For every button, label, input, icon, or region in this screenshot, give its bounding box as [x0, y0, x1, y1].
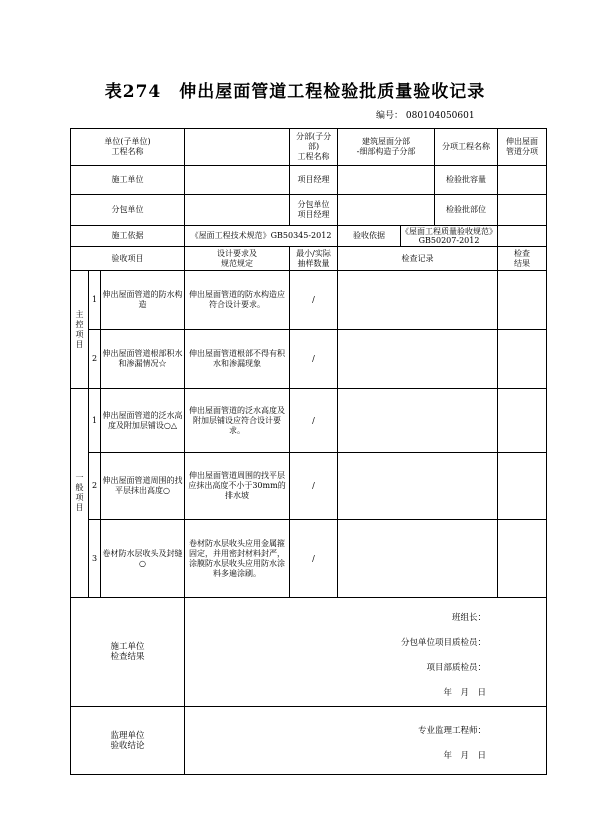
subcontractor-value[interactable]	[185, 195, 290, 226]
col-header-design: 设计要求及 规范规定	[185, 247, 290, 271]
project-manager-label: 项目经理	[290, 166, 338, 195]
item-sample: /	[290, 453, 338, 520]
item-check-record[interactable]	[338, 330, 498, 389]
general-group-label: 一 般 项 目	[71, 389, 89, 598]
division-name-value: 建筑屋面分部 -细部构造子分部	[356, 137, 416, 156]
construction-basis-value: 《屋面工程技术规范》GB50345-2012	[185, 226, 338, 247]
item-requirement: 伸出屋面管道根部不得有积水和渗漏现象	[185, 330, 290, 389]
supervision-signatures[interactable]	[185, 707, 547, 775]
item-name: 卷材防水层收头及封缝○	[101, 520, 185, 598]
construction-date-line: 年 月 日	[443, 688, 487, 698]
item-requirement: 卷材防水层收头应用金属箍固定，并用密封材料封严，涂膜防水层收头应用防水涂料多遍涂刷。	[185, 520, 290, 598]
unit-name-label: 单位(子单位) 工程名称	[71, 129, 185, 166]
team-leader-line: 班组长：	[452, 613, 487, 623]
col-header-item: 验收项目	[71, 247, 185, 271]
construction-basis-label: 施工依据	[71, 226, 185, 247]
item-sample: /	[290, 271, 338, 330]
item-number: 3	[89, 520, 101, 598]
item-number: 1	[89, 389, 101, 453]
inspection-record-table	[70, 128, 547, 775]
item-requirement: 伸出屋面管道周围的找平层应抹出高度不小于30mm的排水坡	[185, 453, 290, 520]
item-check-result[interactable]	[498, 453, 547, 520]
item-name-label: 分项工程名称	[434, 129, 497, 165]
record-number: 编号： 080104050601	[376, 111, 475, 121]
item-name: 伸出屋面管道周围的找平层抹出高度○	[101, 453, 185, 520]
item-check-result[interactable]	[498, 271, 547, 330]
item-sample: /	[290, 330, 338, 389]
acceptance-basis-value: 《屋面工程质量验收规范》 GB50207-2012	[401, 227, 498, 245]
item-sample: /	[290, 389, 338, 453]
construction-check-signatures[interactable]	[185, 598, 547, 707]
batch-capacity-value[interactable]	[498, 166, 547, 195]
division-name-label: 分部(子分部) 工程名称	[290, 129, 338, 166]
item-number: 2	[89, 453, 101, 520]
sub-inspector-line: 分包单位项目质检员：	[401, 638, 487, 648]
item-number: 1	[89, 271, 101, 330]
item-number: 2	[89, 330, 101, 389]
item-name: 伸出屋面管道的泛水高度及附加层铺设○△	[101, 389, 185, 453]
item-check-record[interactable]	[338, 520, 498, 598]
item-check-record[interactable]	[338, 389, 498, 453]
construction-check-label: 施工单位 检查结果	[71, 598, 185, 707]
supervisor-line: 专业监理工程师：	[418, 726, 487, 736]
sub-pm-label: 分包单位 项目经理	[290, 195, 338, 226]
item-requirement: 伸出屋面管道的泛水高度及附加层铺设应符合设计要求。	[185, 389, 290, 453]
item-check-result[interactable]	[498, 520, 547, 598]
batch-location-value[interactable]	[498, 195, 547, 226]
col-header-record: 检查记录	[338, 247, 498, 271]
item-requirement: 伸出屋面管道的防水构造应符合设计要求。	[185, 271, 290, 330]
construction-unit-label: 施工单位	[71, 166, 185, 195]
item-sample: /	[290, 520, 338, 598]
item-check-result[interactable]	[498, 330, 547, 389]
supervision-date-line: 年 月 日	[443, 751, 487, 761]
item-name: 伸出屋面管道的防水构造	[101, 271, 185, 330]
item-check-record[interactable]	[338, 453, 498, 520]
item-check-record[interactable]	[338, 271, 498, 330]
subcontractor-label: 分包单位	[71, 195, 185, 226]
supervision-label: 监理单位 验收结论	[71, 707, 185, 775]
batch-location-label: 检验批部位	[434, 195, 497, 225]
main-control-group-label: 主 控 项 目	[71, 271, 89, 389]
item-check-result[interactable]	[498, 389, 547, 453]
page-title: 表274 伸出屋面管道工程检验批质量验收记录	[104, 82, 486, 102]
col-header-sample: 最小/实际 抽样数量	[290, 247, 338, 271]
acceptance-basis-label: 验收依据	[338, 226, 401, 246]
project-inspector-line: 项目部质检员：	[426, 663, 487, 673]
col-header-result: 检查 结果	[498, 247, 547, 271]
unit-name-value[interactable]	[185, 129, 290, 166]
construction-unit-value[interactable]	[185, 166, 290, 195]
item-name-value: 伸出屋面 管道分项	[498, 129, 547, 166]
batch-capacity-label: 检验批容量	[434, 166, 497, 194]
item-name: 伸出屋面管道根部积水和渗漏情况☆	[101, 330, 185, 389]
